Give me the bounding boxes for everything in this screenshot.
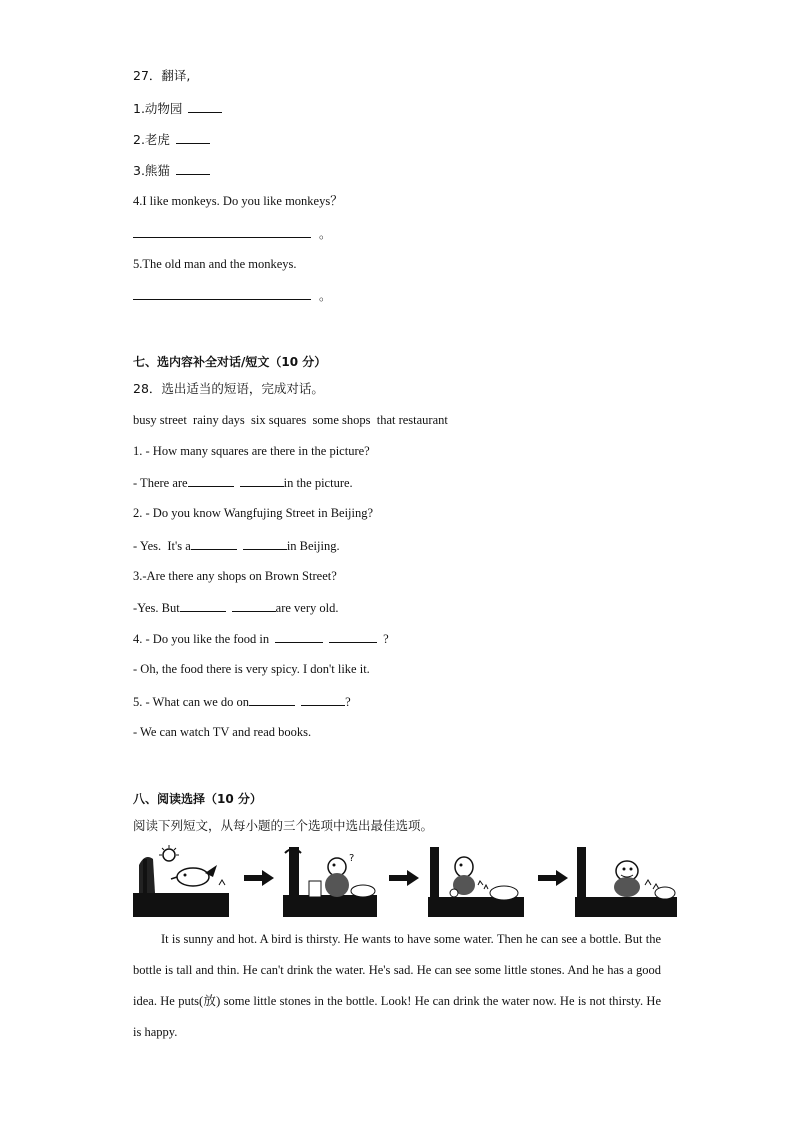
dialog-3-answer: -Yes. But are very old.: [133, 601, 339, 615]
reading-passage: It is sunny and hot. A bird is thirsty. He wants to have some water. Then he can see a bottle. But the bottle is tall and thin. He can't drink the water. He's sad. He can see some little stones. And he has a good idea. He puts(放) some little stones in the bottle. Look! He can drink the water now. He is not thirsty. He is happy.: [133, 932, 661, 1039]
answer-blank[interactable]: [249, 693, 295, 706]
q27-item-2: 2.老虎: [133, 131, 210, 148]
bird-scene-3-icon: [428, 845, 524, 917]
q27-item-3: 3.熊猫: [133, 162, 210, 179]
answer-blank[interactable]: [188, 474, 234, 487]
q27-item-1: 1.动物园: [133, 100, 222, 117]
section-7-title: 七、选内容补全对话/短文（10 分）: [133, 355, 327, 369]
answer-blank[interactable]: [329, 630, 377, 643]
q27-item-4-answer: 。: [133, 225, 332, 242]
bird-scene-1-icon: [133, 845, 229, 917]
answer-blank[interactable]: [180, 599, 226, 612]
dialog-1-question: 1. - How many squares are there in the picture?: [133, 444, 370, 458]
dialog-4-question: 4. - Do you like the food in ?: [133, 632, 389, 646]
section-8-instruction: 阅读下列短文，从每小题的三个选项中选出最佳选项。: [133, 818, 434, 833]
q27-item-5-answer: 。: [133, 287, 332, 304]
answer-blank[interactable]: [275, 630, 323, 643]
dialog-5-answer: - We can watch TV and read books.: [133, 725, 312, 739]
dialog-3-question: 3.-Are there any shops on Brown Street?: [133, 569, 337, 583]
answer-blank[interactable]: [133, 225, 311, 238]
bird-scene-4-icon: [575, 845, 677, 917]
answer-blank[interactable]: [243, 537, 287, 550]
q27-heading: 27．翻译,: [133, 68, 191, 83]
arrow-right-icon: [244, 870, 274, 886]
dialog-1-answer: - There are in the picture.: [133, 476, 353, 490]
answer-blank[interactable]: [232, 599, 276, 612]
answer-blank[interactable]: [191, 537, 237, 550]
dialog-2-answer: - Yes. It's a in Beijing.: [133, 539, 340, 553]
bird-scene-2-icon: [283, 845, 377, 917]
answer-blank[interactable]: [176, 162, 210, 175]
arrow-right-icon: [538, 870, 568, 886]
answer-blank[interactable]: [188, 100, 222, 113]
dialog-5-question: 5. - What can we do on ?: [133, 695, 351, 709]
section-8-title: 八、阅读选择（10 分）: [133, 792, 262, 806]
phrase-bank: busy street rainy days six squares some shops that restaurant: [133, 413, 448, 427]
svg-text:?: ?: [349, 853, 355, 864]
answer-blank[interactable]: [240, 474, 284, 487]
answer-blank[interactable]: [301, 693, 345, 706]
dialog-4-answer: - Oh, the food there is very spicy. I don't like it.: [133, 662, 370, 676]
answer-blank[interactable]: [176, 131, 210, 144]
q28-heading: 28．选出适当的短语，完成对话。: [133, 381, 324, 396]
q27-item-5: 5.The old man and the monkeys.: [133, 257, 297, 271]
answer-blank[interactable]: [133, 287, 311, 300]
dialog-2-question: 2. - Do you know Wangfujing Street in Beijing?: [133, 506, 374, 520]
arrow-right-icon: [389, 870, 419, 886]
q27-item-4: 4.I like monkeys. Do you like monkeys？: [133, 194, 343, 208]
